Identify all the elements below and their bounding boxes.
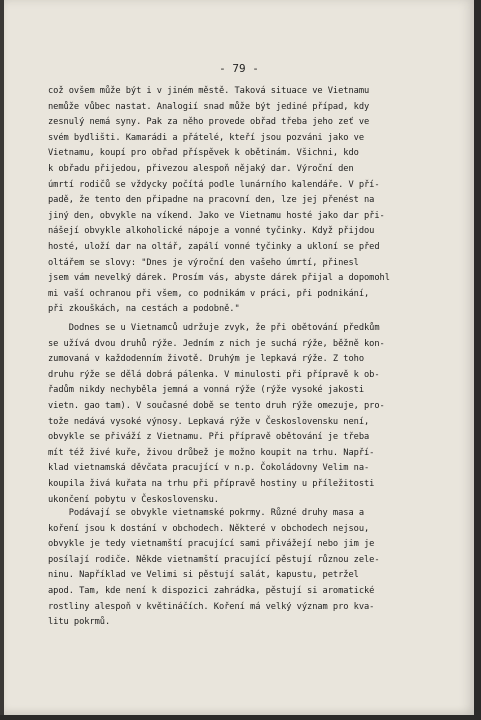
text-line: ninu. Například ve Velimi si pěstují salát, kapustu, petržel — [48, 570, 359, 581]
scan-bottom-edge — [0, 715, 481, 720]
text-line: Podávají se obvykle vietnamské pokrmy. Různé druhy masa a — [48, 508, 365, 518]
text-line: obvykle je tedy vietnamští pracující sami přivážejí nebo jim je — [48, 539, 375, 550]
text-line: oltářem se slovy: "Dnes je výroční den vašeho úmrtí, přinesl — [48, 257, 359, 268]
scan-right-edge — [474, 0, 481, 720]
text-line: vietn. gao tam). V současné době se tento druh rýže omezuje, pro- — [48, 400, 385, 411]
text-line: koupila živá kuřata na trhu při přípravě hostiny u příležitosti — [48, 478, 375, 489]
text-line: úmrtí rodičů se vždycky počítá podle lunárního kalendáře. V pří- — [48, 179, 380, 190]
text-line: nášejí obvykle alkoholické nápoje a vonné tyčinky. Když přijdou — [48, 226, 375, 237]
text-line: obvykle se přiváží z Vietnamu. Při přípravě obětování je třeba — [48, 432, 370, 443]
text-line: tože nedává vysoké výnosy. Lepkavá rýže v Československu není, — [48, 416, 370, 427]
text-line: druhu rýže se dělá dobrá pálenka. V minulosti při přípravě k ob- — [48, 369, 380, 380]
text-line: posílají rodiče. Někde vietnamští pracující pěstují různou zele- — [48, 554, 380, 565]
text-line: apod. Tam, kde není k dispozici zahrádka, pěstují si aromatické — [48, 585, 375, 596]
text-line: řadům nikdy nechyběla jemná a vonná rýže (rýže vysoké jakosti — [48, 385, 365, 396]
text-line: litu pokrmů. — [48, 617, 111, 628]
text-line: zesnulý nemá syny. Pak za něho provede obřad třeba jeho zeť ve — [48, 117, 370, 128]
paragraph-1 — [48, 84, 468, 318]
text-line: padě, že tento den připadne na pracovní den, lze jej přenést na — [48, 195, 375, 206]
text-line: Vietnamu, koupí pro obřad příspěvek k obětinám. Všichni, kdo — [48, 148, 359, 159]
text-line: hosté, uloží dar na oltář, zapálí vonné tyčinky a ukloní se před — [48, 241, 380, 252]
text-line: se užívá dvou druhů rýže. Jedním z nich je suchá rýže, běžně kon- — [48, 338, 385, 349]
page-number: - 79 - — [219, 62, 259, 75]
text-line: mít též živé kuře, živou drůbež je možno koupit na trhu. Napří- — [48, 447, 375, 458]
text-line: klad vietnamská děvčata pracující v n.p. Čokoládovny Velim na- — [48, 463, 370, 474]
text-line: zumovaná v každodenním životě. Druhým je lepkavá rýže. Z toho — [48, 354, 365, 365]
paragraph-2 — [48, 321, 468, 508]
text-line: rostliny alespoň v květináčích. Koření má velký význam pro kva- — [48, 601, 375, 612]
text-line: svém bydlišti. Kamarádi a přátelé, kteří jsou pozváni jako ve — [48, 132, 365, 143]
text-line: ukončení pobytu v Československu. — [48, 494, 219, 505]
text-line: koření jsou k dostání v obchodech. Některé v obchodech nejsou, — [48, 523, 370, 534]
text-line: k obřadu přijedou, přivezou alespoň nějaký dar. Výroční den — [48, 163, 354, 174]
text-line: jsem vám nevelký dárek. Prosím vás, abyste dárek přijal a dopomohl — [48, 273, 390, 284]
document-page — [4, 0, 474, 715]
paragraph-3 — [48, 506, 468, 631]
text-line: jiný den, obvykle na víkend. Jako ve Vietnamu hosté jako dar při- — [48, 210, 385, 221]
text-line: nemůže vůbec nastat. Analogií snad může být jediné případ, kdy — [48, 101, 370, 112]
text-line: při zkouškách, na cestách a podobně." — [48, 304, 240, 315]
text-line: mi vaší ochranou při všem, co podnikám v práci, při podnikání, — [48, 288, 370, 299]
text-line: což ovšem může být i v jiném městě. Taková situace ve Vietnamu — [48, 86, 370, 96]
text-line: Dodnes se u Vietnamců udržuje zvyk, že při obětování předkům — [48, 323, 380, 333]
